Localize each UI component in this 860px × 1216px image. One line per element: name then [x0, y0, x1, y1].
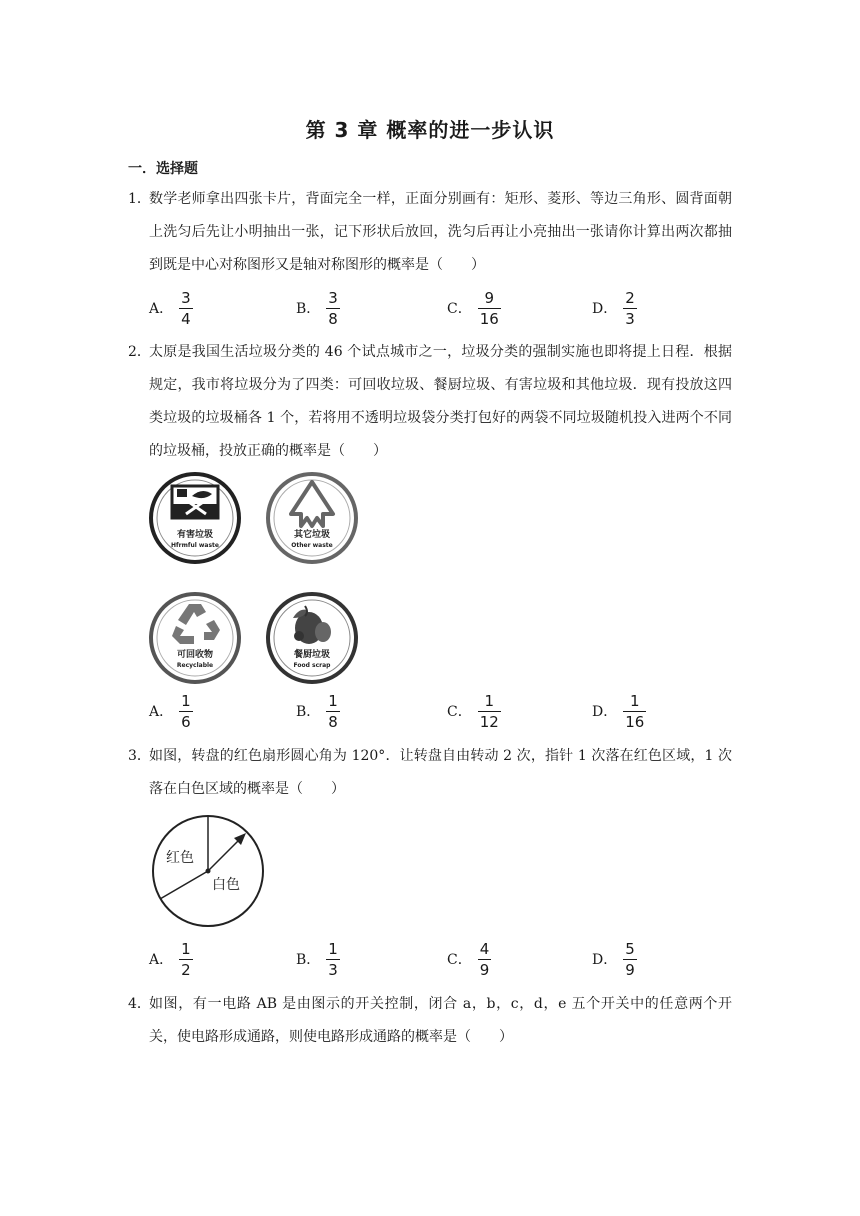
bin-sub: Hfrmful waste — [171, 542, 219, 549]
option-c — [447, 937, 491, 981]
bin-label: 有害垃圾 — [176, 530, 214, 540]
option-letter: D． — [592, 952, 618, 968]
question-4 — [128, 988, 732, 1054]
question-text: 数学老师拿出四张卡片，背面完全一样，正面分别画有：矩形、菱形、等边三角形、圆背面朝上洗匀后先让小明抽出一张，记下形状后放回，洗匀后再让小亮抽出一张请你计算出两次都抽到既是中心对称图形又是轴对称图形的概率是（ ） — [149, 191, 732, 273]
option-c — [447, 689, 501, 733]
denominator: 9 — [625, 960, 635, 979]
numerator: 3 — [181, 288, 191, 307]
options-q2 — [149, 689, 749, 733]
bin-sub: Other waste — [291, 542, 333, 549]
numerator: 5 — [625, 939, 635, 958]
fraction — [326, 940, 340, 979]
denominator: 9 — [479, 960, 490, 979]
denominator: 8 — [328, 712, 338, 731]
numerator: 9 — [484, 288, 495, 307]
food-scrap-icon — [268, 594, 356, 682]
option-d — [592, 689, 646, 733]
option-c — [447, 286, 501, 330]
fraction — [179, 692, 193, 731]
bin-label: 可回收物 — [176, 650, 214, 660]
question-number: 4． — [128, 996, 151, 1012]
recyclable-icon — [151, 594, 239, 682]
other-waste-icon — [268, 474, 356, 562]
denominator: 16 — [625, 712, 645, 731]
option-letter: D． — [592, 704, 618, 720]
denominator: 6 — [181, 712, 191, 731]
bin-sub: Food scrap — [293, 662, 331, 669]
option-letter: B． — [296, 952, 321, 968]
white-sector-label: 白色 — [212, 877, 240, 893]
bin-label: 其它垃圾 — [293, 530, 331, 540]
option-b — [296, 286, 340, 330]
page-title: 第 3 章 概率的进一步认识 — [305, 118, 555, 142]
options-q1 — [149, 286, 749, 330]
bin-sub: Recyclable — [176, 662, 214, 669]
option-letter: C． — [447, 301, 472, 317]
question-number: 2． — [128, 344, 151, 360]
numerator: 1 — [328, 939, 338, 958]
pivot — [206, 869, 211, 874]
option-letter: B． — [296, 301, 321, 317]
question-1 — [128, 183, 732, 282]
fraction — [326, 692, 340, 731]
fraction — [478, 940, 492, 979]
question-text: 如图，有一电路 AB 是由图示的开关控制，闭合 a，b，c，d，e 五个开关中的任意两个开关，使电路形成通路，则使电路形成通路的概率是（ ） — [149, 996, 732, 1045]
numerator: 4 — [479, 939, 490, 958]
section-heading: 一．选择题 — [128, 161, 198, 177]
numerator: 1 — [484, 691, 495, 710]
hazardous-waste-icon — [151, 474, 239, 562]
denominator: 2 — [181, 960, 191, 979]
option-a — [149, 286, 193, 330]
denominator: 8 — [328, 309, 338, 328]
fraction — [623, 289, 637, 328]
denominator: 3 — [328, 960, 338, 979]
option-letter: A． — [149, 704, 174, 720]
fraction — [478, 692, 501, 731]
fraction — [478, 289, 501, 328]
option-letter: A． — [149, 952, 174, 968]
denominator: 4 — [181, 309, 191, 328]
question-2 — [128, 336, 732, 468]
fraction — [179, 289, 193, 328]
bin-label: 餐厨垃圾 — [293, 650, 331, 660]
option-letter: C． — [447, 704, 472, 720]
option-letter: B． — [296, 704, 321, 720]
numerator: 1 — [181, 939, 191, 958]
numerator: 3 — [328, 288, 338, 307]
question-number: 1． — [128, 191, 151, 207]
option-a — [149, 937, 193, 981]
denominator: 12 — [479, 712, 499, 731]
question-number: 3． — [128, 748, 151, 764]
option-a — [149, 689, 193, 733]
question-text: 如图，转盘的红色扇形圆心角为 120°．让转盘自由转动 2 次，指针 1 次落在红色区域，1 次落在白色区域的概率是（ ） — [149, 748, 732, 797]
option-b — [296, 937, 340, 981]
question-text: 太原是我国生活垃圾分类的 46 个试点城市之一，垃圾分类的强制实施也即将提上日程．根据规定，我市将垃圾分为了四类：可回收垃圾、餐厨垃圾、有害垃圾和其他垃圾．现有投放这四类垃圾的垃圾桶各 1 个，若将用不透明垃圾袋分类打包好的两袋不同垃圾随机投入进两个不同的垃圾桶，投放正确的概率是（ ） — [149, 344, 732, 459]
option-d — [592, 937, 637, 981]
fraction — [623, 692, 646, 731]
numerator: 1 — [328, 691, 338, 710]
option-letter: A． — [149, 301, 174, 317]
denominator: 16 — [479, 309, 499, 328]
option-letter: C． — [447, 952, 472, 968]
question-3 — [128, 740, 732, 806]
denominator: 3 — [625, 309, 635, 328]
fraction — [326, 289, 340, 328]
numerator: 1 — [630, 691, 640, 710]
waste-bins-figure — [148, 470, 368, 688]
option-b — [296, 689, 340, 733]
option-letter: D． — [592, 301, 618, 317]
red-sector-label: 红色 — [166, 850, 194, 866]
fraction — [179, 940, 193, 979]
options-q3 — [149, 937, 749, 981]
numerator: 1 — [181, 691, 191, 710]
option-d — [592, 286, 637, 330]
spinner-figure — [150, 812, 268, 930]
numerator: 2 — [625, 288, 635, 307]
fraction — [623, 940, 637, 979]
